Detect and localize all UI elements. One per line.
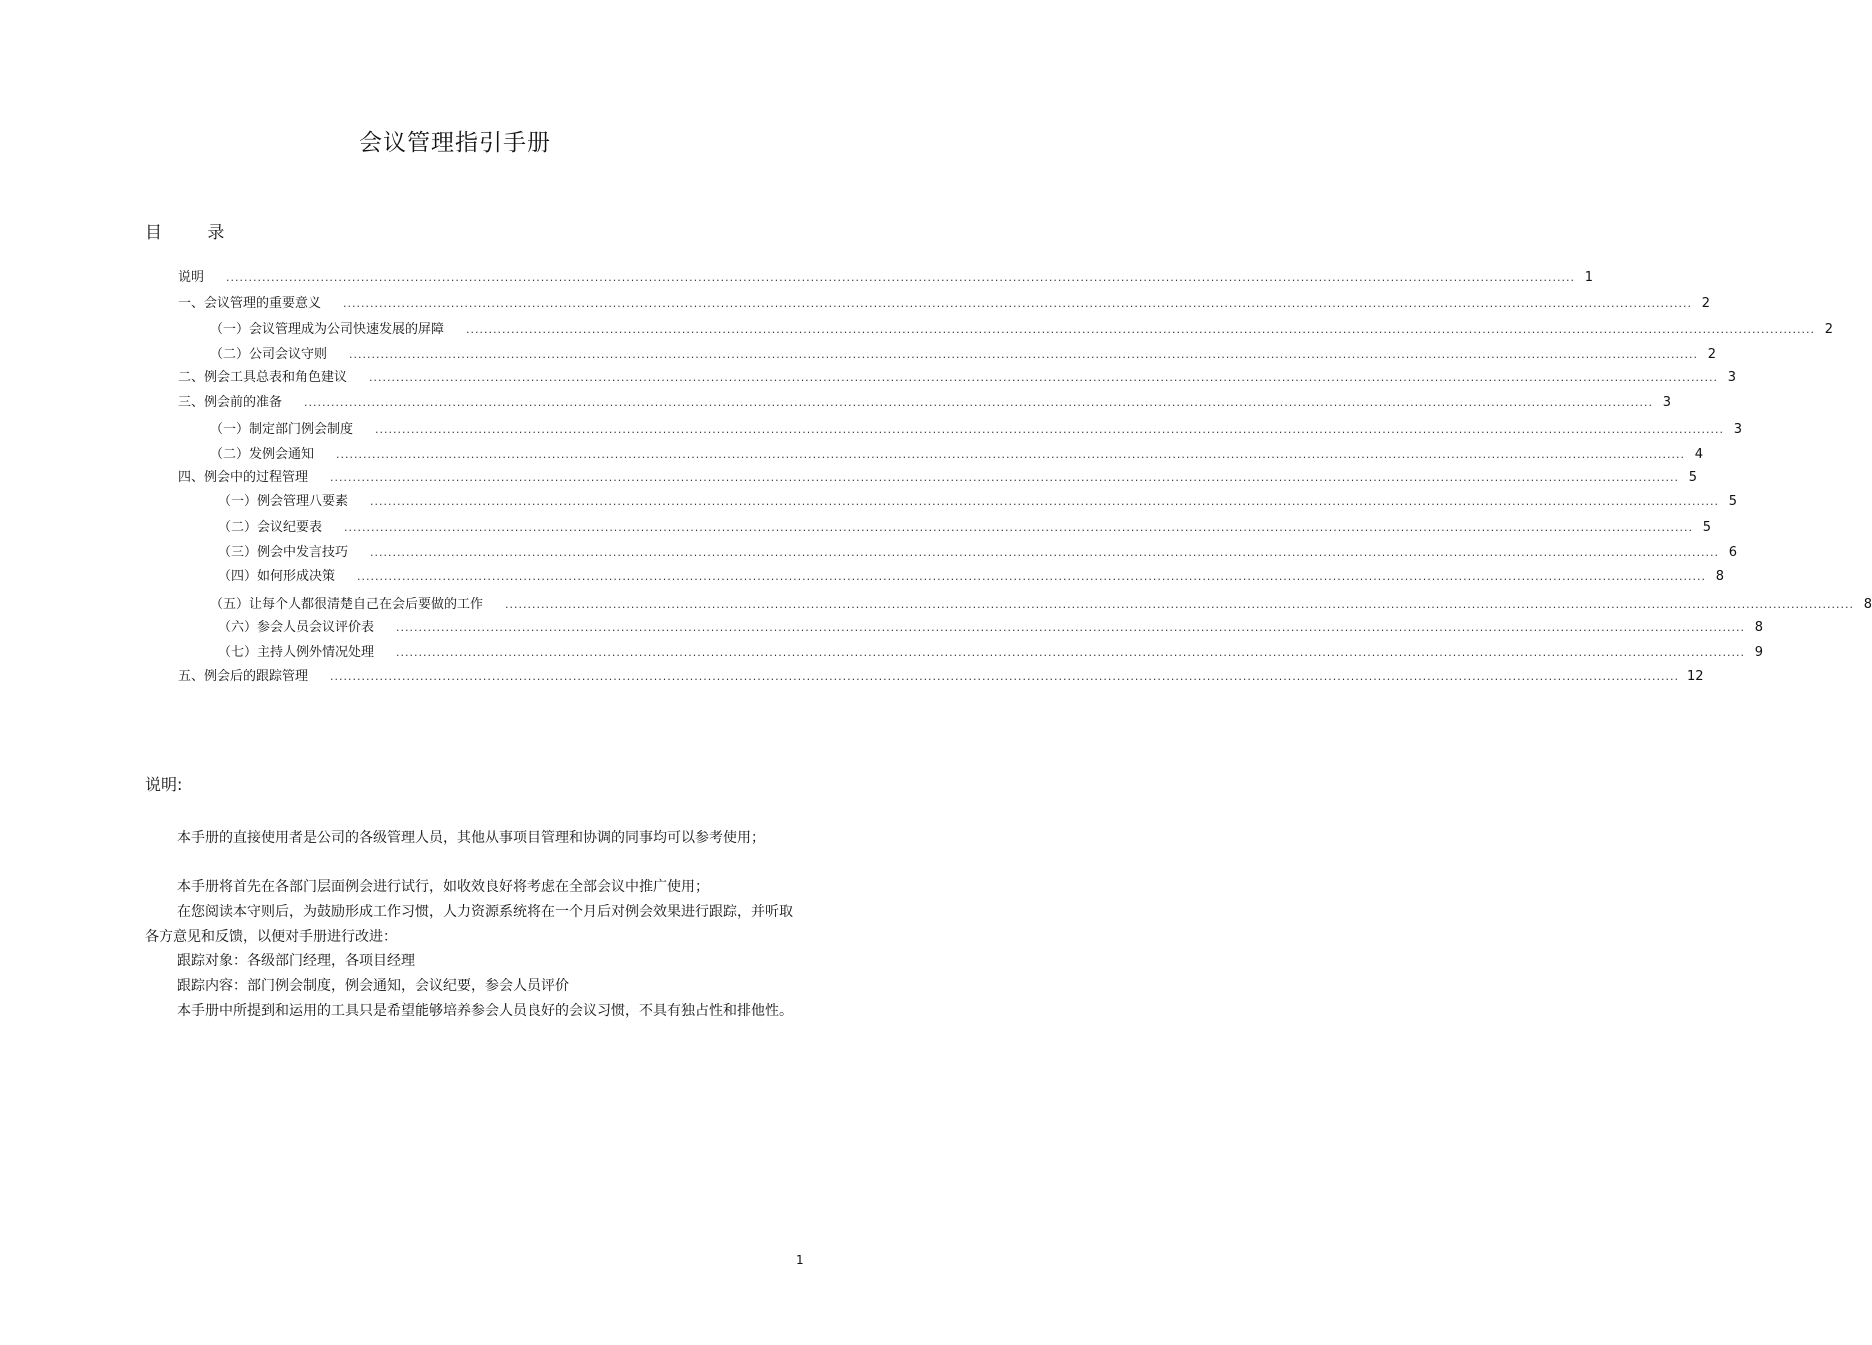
toc-entry-label: （五）让每个人都很清楚自己在会后要做的工作 (210, 597, 484, 612)
toc-entry-page: 3 (1662, 395, 1671, 410)
toc-entry-label: （一）制定部门例会制度 (210, 422, 354, 437)
toc-leader-dots: ............................................................................................................................................................................................................................................................................................................ (343, 297, 1692, 310)
paragraph: 本手册中所提到和运用的工具只是希望能够培养参会人员良好的会议习惯，不具有独占性和排他性。 (177, 1003, 793, 1019)
toc-leader-dots: ............................................................................................................................................................................................................................................................................................................ (357, 570, 1706, 583)
toc-entry[interactable] (218, 543, 1737, 563)
toc-entry-label: （三）例会中发言技巧 (218, 545, 349, 560)
toc-entry-page: 2 (1824, 322, 1833, 337)
paragraph: 跟踪内容：部门例会制度，例会通知，会议纪要，参会人员评价 (177, 978, 569, 994)
toc-leader-dots: ............................................................................................................................................................................................................................................................................................................ (370, 495, 1719, 508)
toc-leader-dots: ............................................................................................................................................................................................................................................................................................................ (466, 323, 1815, 336)
document-title: 会议管理指引手册 (359, 130, 551, 156)
toc-entry[interactable] (210, 345, 1716, 365)
toc-entry[interactable] (210, 420, 1742, 440)
toc-entry[interactable] (210, 445, 1703, 465)
toc-entry-page: 3 (1727, 370, 1736, 385)
paragraph: 跟踪对象：各级部门经理，各项目经理 (177, 953, 415, 969)
toc-entry[interactable] (218, 567, 1724, 587)
toc-entry-label: （一）会议管理成为公司快速发展的屏障 (210, 322, 445, 337)
section-heading: 说明: (145, 775, 183, 794)
toc-entry-page: 6 (1728, 545, 1737, 560)
toc-entry[interactable] (218, 618, 1763, 638)
toc-leader-dots: ............................................................................................................................................................................................................................................................................................................ (505, 598, 1854, 611)
toc-entry[interactable] (178, 468, 1697, 488)
toc-leader-dots: ............................................................................................................................................................................................................................................................................................................ (330, 471, 1679, 484)
toc-entry-label: （七）主持人例外情况处理 (218, 645, 375, 660)
toc-leader-dots: ............................................................................................................................................................................................................................................................................................................ (304, 396, 1653, 409)
toc-entry-page: 8 (1863, 597, 1872, 612)
toc-entry-label: 一、会议管理的重要意义 (178, 296, 322, 311)
toc-leader-dots: ............................................................................................................................................................................................................................................................................................................ (396, 646, 1745, 659)
toc-entry[interactable] (178, 667, 1704, 687)
toc-entry-page: 5 (1702, 520, 1711, 535)
toc-entry-page: 1 (1584, 270, 1593, 285)
toc-entry-label: 四、例会中的过程管理 (178, 470, 309, 485)
toc-entry-label: （二）会议纪要表 (218, 520, 323, 535)
toc-entry-page: 5 (1688, 470, 1697, 485)
paragraph: 本手册的直接使用者是公司的各级管理人员，其他从事项目管理和协调的同事均可以参考使用； (177, 830, 765, 846)
toc-entry-label: 说明 (178, 270, 205, 285)
toc-entry-label: （四）如何形成决策 (218, 569, 336, 584)
toc-entry[interactable] (218, 492, 1737, 512)
toc-entry[interactable] (178, 368, 1736, 388)
toc-entry-page: 8 (1715, 569, 1724, 584)
page-number: 1 (796, 1253, 804, 1267)
toc-entry-page: 5 (1728, 494, 1737, 509)
toc-heading: 目 录 (145, 223, 245, 243)
toc-entry[interactable] (218, 643, 1763, 663)
toc-entry-label: （六）参会人员会议评价表 (218, 620, 375, 635)
toc-entry-page: 3 (1733, 422, 1742, 437)
toc-entry[interactable] (210, 595, 1872, 615)
toc-entry-page: 12 (1687, 669, 1704, 684)
toc-entry-page: 2 (1707, 347, 1716, 362)
toc-leader-dots: ............................................................................................................................................................................................................................................................................................................ (330, 670, 1679, 683)
toc-entry-label: （二）公司会议守则 (210, 347, 328, 362)
toc-entry-page: 2 (1701, 296, 1710, 311)
toc-leader-dots: ............................................................................................................................................................................................................................................................................................................ (336, 448, 1685, 461)
toc-entry-label: 二、例会工具总表和角色建议 (178, 370, 348, 385)
toc-entry[interactable] (210, 320, 1833, 340)
toc-entry[interactable] (218, 518, 1711, 538)
toc-leader-dots: ............................................................................................................................................................................................................................................................................................................ (349, 348, 1698, 361)
toc-entry[interactable] (178, 268, 1593, 288)
toc-entry-label: （一）例会管理八要素 (218, 494, 349, 509)
toc-leader-dots: ............................................................................................................................................................................................................................................................................................................ (375, 423, 1724, 436)
paragraph: 在您阅读本守则后，为鼓励形成工作习惯，人力资源系统将在一个月后对例会效果进行跟踪，并听取各方意见和反馈，以便对手册进行改进： (145, 904, 793, 945)
toc-entry[interactable] (178, 393, 1671, 413)
toc-leader-dots: ............................................................................................................................................................................................................................................................................................................ (396, 621, 1745, 634)
toc-leader-dots: ............................................................................................................................................................................................................................................................................................................ (370, 546, 1719, 559)
toc-entry-label: （二）发例会通知 (210, 447, 315, 462)
toc-entry-page: 8 (1754, 620, 1763, 635)
toc-entry[interactable] (178, 294, 1710, 314)
toc-entry-page: 9 (1754, 645, 1763, 660)
paragraph: 本手册将首先在各部门层面例会进行试行，如收效良好将考虑在全部会议中推广使用； (177, 879, 709, 895)
toc-leader-dots: ............................................................................................................................................................................................................................................................................................................ (226, 271, 1575, 284)
toc-entry-page: 4 (1694, 447, 1703, 462)
toc-leader-dots: ............................................................................................................................................................................................................................................................................................................ (369, 371, 1718, 384)
toc-entry-label: 三、例会前的准备 (178, 395, 283, 410)
toc-leader-dots: ............................................................................................................................................................................................................................................................................................................ (344, 521, 1693, 534)
toc-entry-label: 五、例会后的跟踪管理 (178, 669, 309, 684)
